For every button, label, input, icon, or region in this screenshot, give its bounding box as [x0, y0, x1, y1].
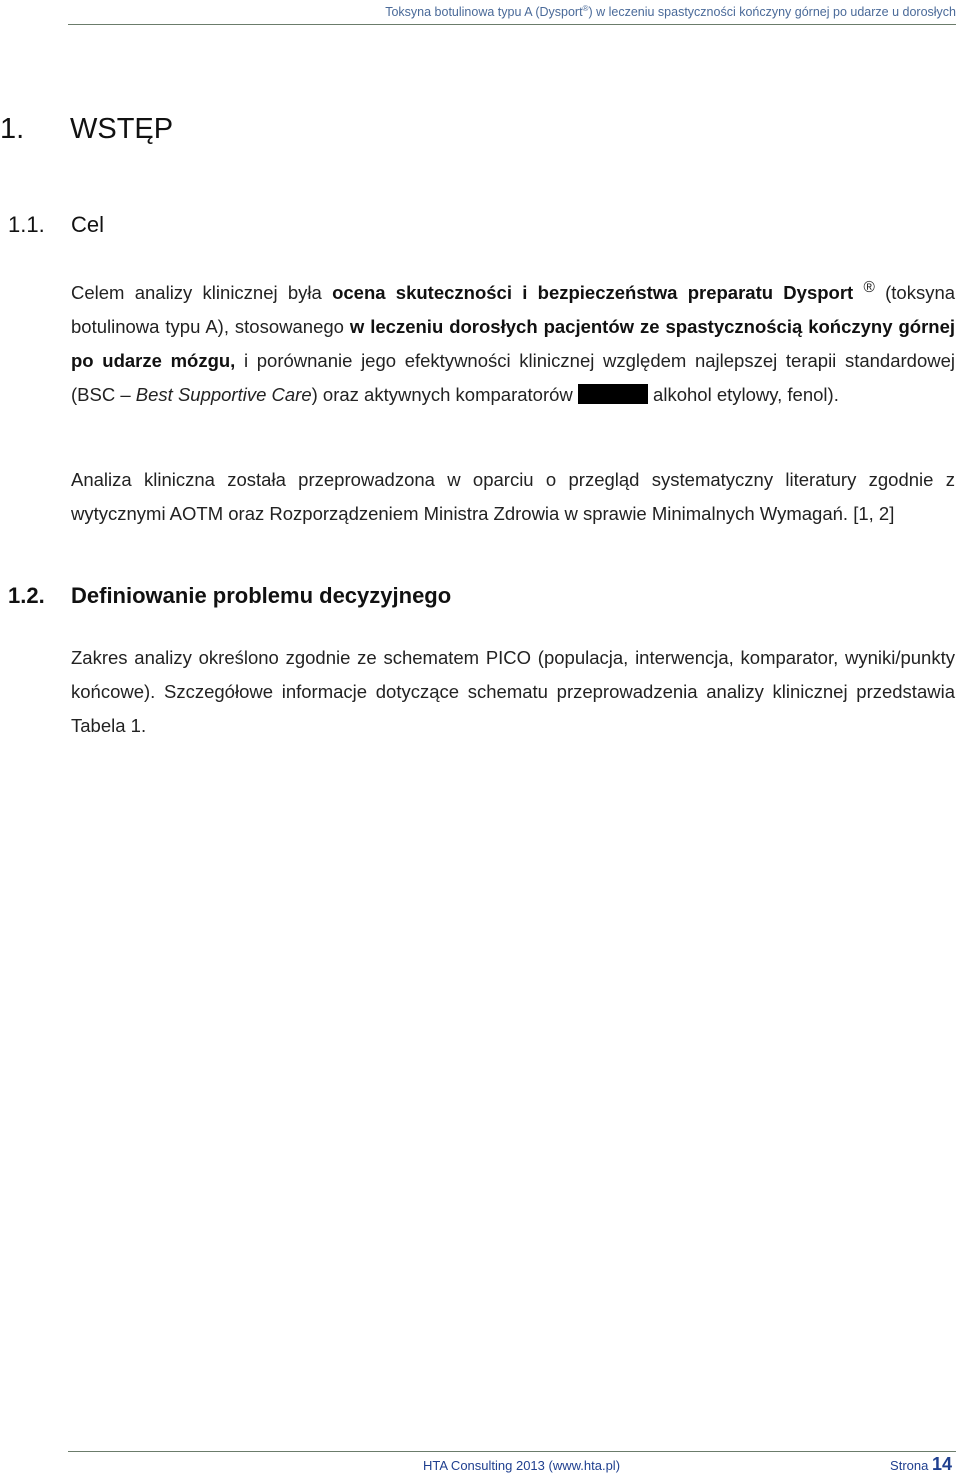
header-title-before: Toksyna botulinowa typu A (Dysport — [385, 5, 583, 20]
footer-company: HTA Consulting 2013 (www.hta.pl) — [423, 1458, 621, 1473]
section-number: 1. — [0, 113, 25, 145]
header-title-after: ) w leczeniu spastyczności kończyny górnej po udarze u dorosłych — [588, 5, 956, 20]
footer-page-number: 14 — [931, 1454, 952, 1474]
footer-page — [890, 1454, 952, 1475]
paragraph-method: Analiza kliniczna została przeprowadzona w oparciu o przegląd systematyczny literatury zgodnie z wytycznymi AOTM oraz Rozporządzeniem Ministra Zdrowia w sprawie Minimalnych Wymagań. [1, 2] — [71, 469, 955, 524]
paragraph-goal — [71, 271, 955, 412]
redacted-block — [578, 384, 648, 404]
section-number: 1.2. — [8, 583, 45, 608]
footer-page-label: Strona — [890, 1458, 929, 1473]
para-bold: w leczeniu dorosłych pacjentów ze spastycznością kończyny górnej po udarze mózgu, — [71, 316, 956, 372]
para-text: alkohol etylowy, fenol). — [647, 384, 839, 406]
section-heading-1 — [0, 113, 173, 146]
para-text: i porównanie jego efektywności klinicznej względem najlepszej terapii standardowej (BSC – — [71, 350, 956, 406]
para-text: (toksyna botulinowa typu A), stosowanego — [71, 282, 956, 338]
section-title: Definiowanie problemu decyzyjnego — [71, 583, 452, 608]
para-italic: Best Supportive Care — [135, 384, 312, 406]
paragraph-scope: Zakres analizy określono zgodnie ze schematem PICO (populacja, interwencja, komparator, wyniki/punkty końcowe). Szczegółowe informacje dotyczące schematu przeprowadzenia analizy klinicznej przedstawia Tabela 1. — [71, 647, 955, 736]
running-header — [68, 4, 956, 25]
section-title: WSTĘP — [70, 113, 174, 145]
para-bold: ocena skuteczności i bezpieczeństwa preparatu Dysport — [332, 282, 854, 304]
para-text: Celem analizy klinicznej była — [71, 282, 333, 304]
section-title: Cel — [71, 212, 105, 237]
header-registered-mark: ® — [582, 4, 589, 13]
registered-mark: ® — [863, 279, 875, 296]
page-footer — [68, 1451, 956, 1479]
section-number: 1.1. — [8, 212, 45, 237]
section-heading-1-1 — [8, 212, 104, 238]
para-text: ) oraz aktywnych komparatorów — [311, 384, 578, 406]
section-heading-1-2 — [8, 583, 451, 609]
